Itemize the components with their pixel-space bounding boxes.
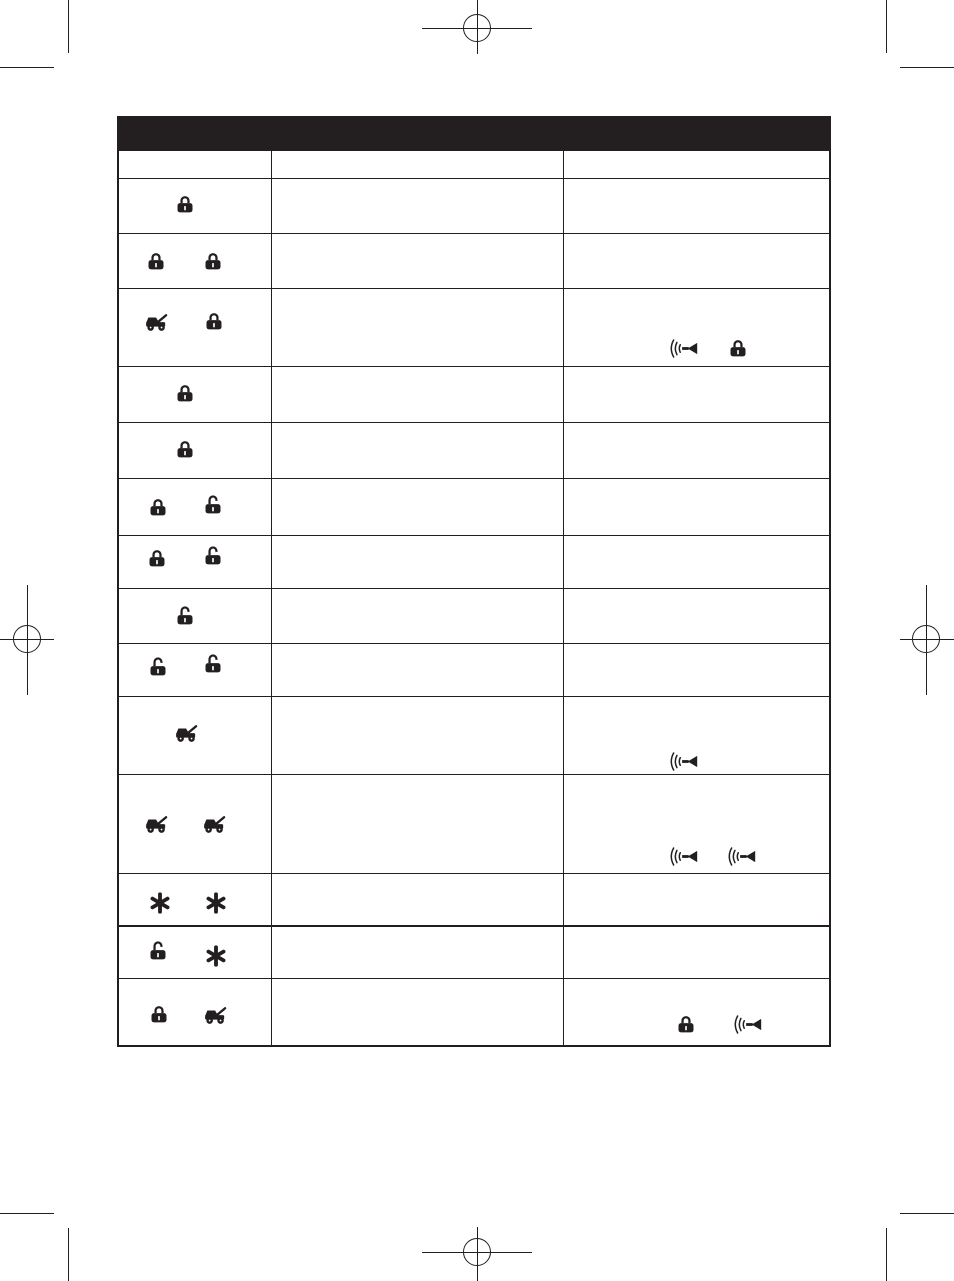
row-buttons (119, 179, 272, 233)
table-row (119, 478, 829, 535)
siren-icon (668, 846, 700, 867)
row-buttons (119, 479, 272, 535)
row-buttons (119, 289, 272, 366)
lock-icon (149, 1004, 169, 1024)
row-function (272, 536, 564, 588)
table-row (119, 366, 829, 422)
column-header-result (564, 151, 829, 178)
table-row (119, 178, 829, 233)
column-header-row (119, 150, 829, 178)
unlock-icon (148, 940, 168, 962)
siren-icon (732, 1014, 764, 1035)
siren-icon (726, 846, 758, 867)
row-buttons (119, 589, 272, 643)
row-buttons (119, 775, 272, 873)
function-table (117, 116, 831, 1047)
row-result (564, 179, 829, 233)
aux-star-icon (149, 892, 171, 914)
row-function (272, 479, 564, 535)
lock-icon (148, 497, 168, 517)
aux-star-icon (205, 945, 227, 967)
column-header-function (272, 151, 564, 178)
table-row (119, 774, 829, 873)
trunk-icon (203, 815, 227, 835)
unlock-icon (203, 653, 223, 675)
trunk-icon (175, 724, 199, 744)
row-function (272, 289, 564, 366)
aux-star-icon (205, 892, 227, 914)
row-buttons (119, 644, 272, 696)
row-result (564, 979, 829, 1045)
unlock-icon (203, 545, 223, 567)
trunk-icon (145, 313, 169, 333)
row-buttons (119, 874, 272, 925)
row-result (564, 423, 829, 478)
row-function (272, 697, 564, 774)
row-buttons (119, 979, 272, 1045)
row-buttons (119, 927, 272, 978)
table-row (119, 925, 829, 978)
row-buttons (119, 423, 272, 478)
row-result (564, 775, 829, 873)
row-function (272, 179, 564, 233)
unlock-icon (148, 656, 168, 678)
table-row (119, 978, 829, 1045)
row-buttons (119, 367, 272, 422)
lock-icon (676, 1014, 696, 1034)
lock-icon (175, 439, 195, 459)
column-header-buttons (119, 151, 272, 178)
row-result (564, 874, 829, 925)
table-row (119, 422, 829, 478)
row-result (564, 697, 829, 774)
row-function (272, 927, 564, 978)
row-function (272, 589, 564, 643)
row-result (564, 644, 829, 696)
lock-icon (147, 548, 167, 568)
row-function (272, 234, 564, 288)
table-header-bar (119, 118, 829, 150)
row-function (272, 423, 564, 478)
row-buttons (119, 697, 272, 774)
lock-icon (204, 311, 224, 331)
lock-icon (175, 383, 195, 403)
lock-icon (146, 251, 166, 271)
siren-icon (668, 751, 700, 772)
trunk-icon (145, 815, 169, 835)
unlock-icon (203, 494, 223, 516)
row-function (272, 644, 564, 696)
unlock-icon (175, 605, 195, 627)
row-result (564, 589, 829, 643)
table-row (119, 588, 829, 643)
row-result (564, 289, 829, 366)
row-result (564, 367, 829, 422)
row-result (564, 234, 829, 288)
table-row (119, 643, 829, 696)
row-result (564, 927, 829, 978)
row-function (272, 367, 564, 422)
table-row (119, 288, 829, 366)
table-row (119, 873, 829, 925)
row-result (564, 479, 829, 535)
row-function (272, 979, 564, 1045)
row-buttons (119, 536, 272, 588)
trunk-icon (204, 1006, 228, 1026)
row-function (272, 874, 564, 925)
row-buttons (119, 234, 272, 288)
table-row (119, 696, 829, 774)
lock-icon (728, 338, 748, 358)
lock-icon (203, 251, 223, 271)
row-result (564, 536, 829, 588)
table-row (119, 233, 829, 288)
siren-icon (668, 338, 700, 359)
row-function (272, 775, 564, 873)
table-row (119, 535, 829, 588)
lock-icon (175, 194, 195, 214)
